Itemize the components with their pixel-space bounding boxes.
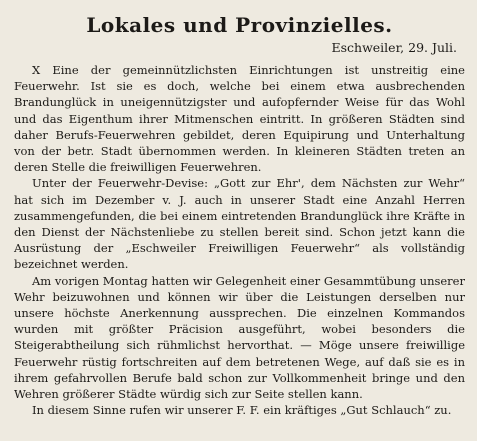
article-heading: Lokales und Provinzielles.	[86, 13, 393, 37]
dateline: Eschweiler, 29. Juli.	[331, 40, 457, 55]
paragraph-4: In diesem Sinne rufen wir unserer F. F. ein kräftiges „Gut Schlauch“ zu.	[32, 403, 452, 418]
paragraph-3: Am vorigen Montag hatten wir Gelegenheit einer Gesammtübung unserer Wehr beizuwohnen und können wir über die Leistungen derselben nur unsere höchste Anerkennung aussprechen. Die einzelnen Kommandos wurden mit größter Präcision ausgeführt, wobei besonders die Steigerabtheilung sich rühmlichst hervorthat. — Möge unsere freiwillige Feuerwehr rüstig fortschreiten auf dem betretenen Wege, auf daß sie es in ihrem gefahrvollen Berufe bald schon zur Vollkommenheit bringe und den Wehren größerer Städte würdig sich zur Seite stellen kann.	[14, 273, 465, 402]
paragraph-1: X Eine der gemeinnützlichsten Einrichtungen ist unstreitig eine Feuerwehr. Ist sie es doch, welche bei einem etwa ausbrechenden Brandunglück in uneigennützigster und aufopfernder Weise für das Wohl und das Eigenthum ihrer Mitmenschen eintritt. In größeren Städten sind daher Berufs-Feuerwehren gebildet, deren Equipirung und Unterhaltung von der betr. Stadt übernommen werden. In kleineren Städten treten an deren Stelle die freiwilligen Feuerwehren.	[14, 63, 465, 175]
paragraph-2: Unter der Feuerwehr-Devise: „Gott zur Ehr', dem Nächsten zur Wehr“ hat sich im Dezember v. J. auch in unserer Stadt eine Anzahl Herren zusammengefunden, die bei einem eintretenden Brandunglück ihre Kräfte in den Dienst der Nächstenliebe zu stellen bereit sind. Schon jetzt kann die Ausrüstung der „Eschweiler Freiwilligen Feuerwehr“ als vollständig bezeichnet werden.	[14, 176, 465, 272]
